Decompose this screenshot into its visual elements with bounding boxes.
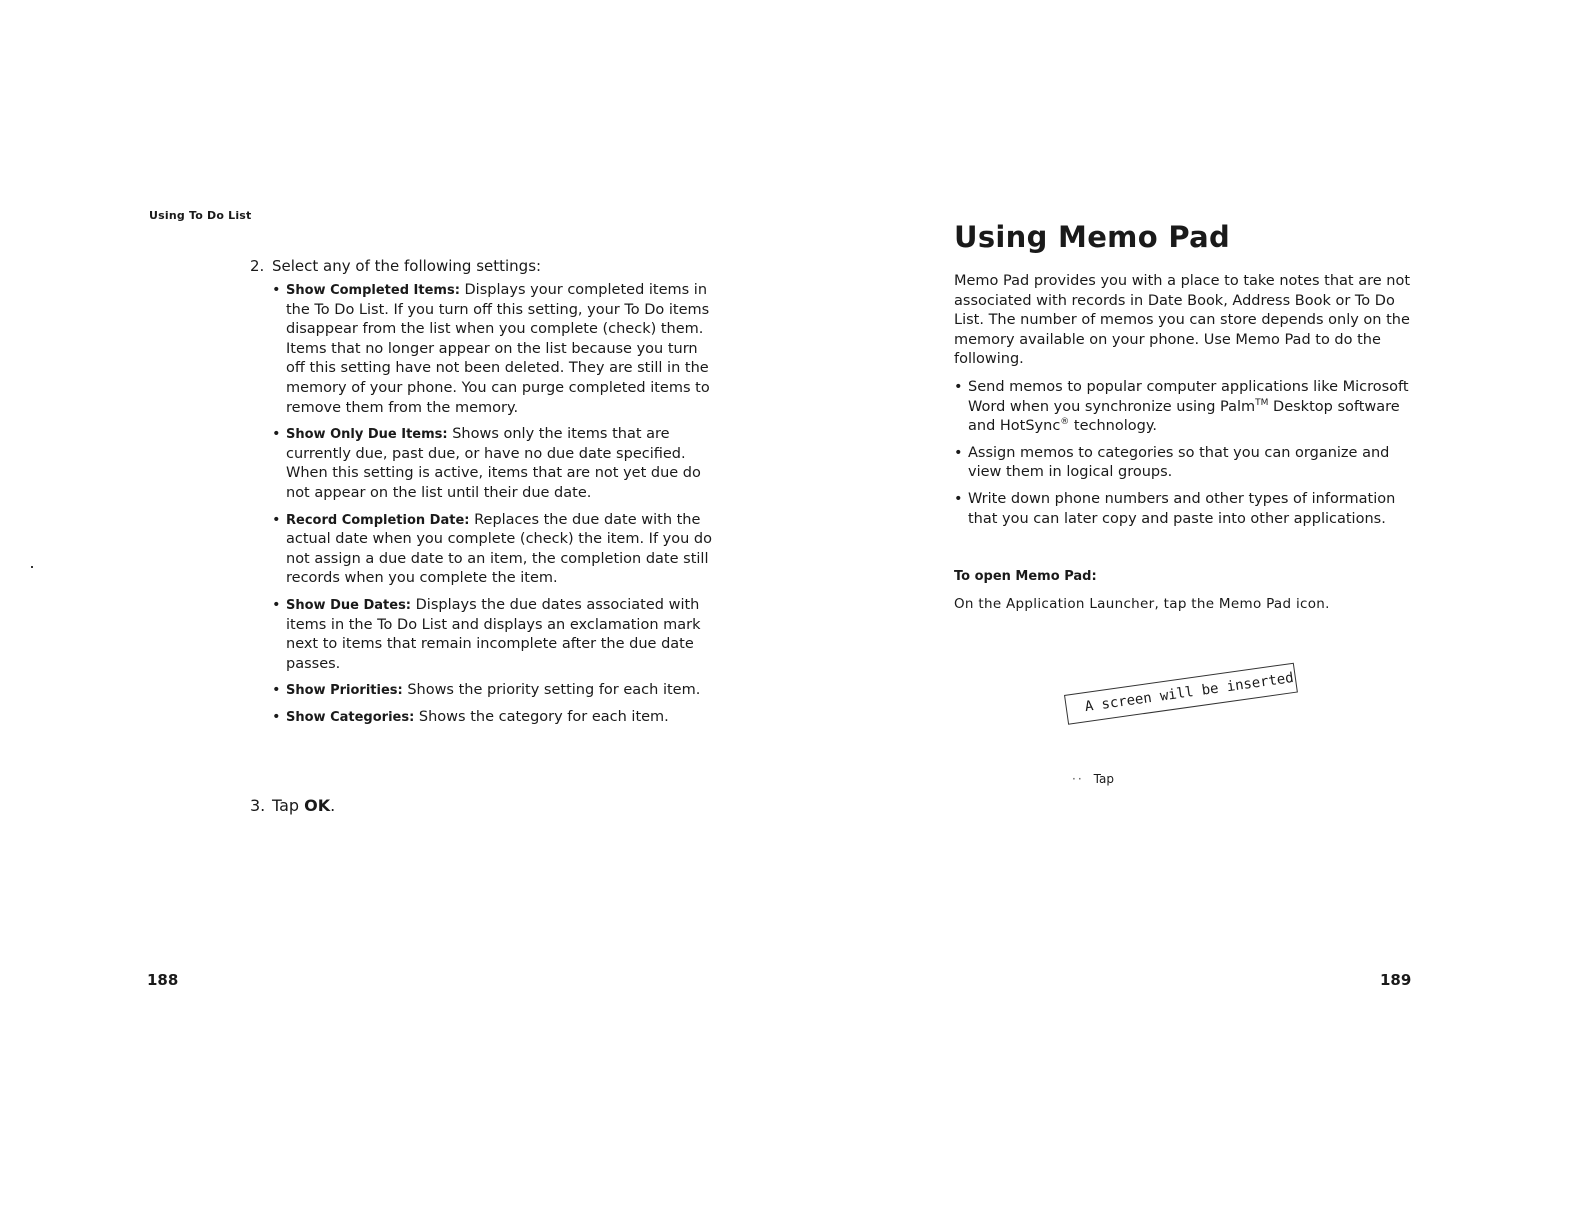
feature-text: Desktop software and HotSync	[968, 398, 1400, 435]
procedure-step: On the Application Launcher, tap the Memo Pad icon.	[954, 596, 1330, 612]
list-item	[954, 378, 1424, 437]
setting-term: Show Priorities:	[286, 683, 403, 699]
features-list	[954, 378, 1424, 536]
step-2	[250, 256, 541, 276]
step-number: 3.	[250, 796, 266, 815]
setting-description: Shows the priority setting for each item.	[407, 682, 701, 699]
bullet: •	[272, 282, 281, 298]
setting-term: Show Due Dates:	[286, 597, 412, 613]
bullet: •	[954, 490, 963, 507]
intro-paragraph: Memo Pad provides you with a place to take notes that are not associated with records in Date Book, Address Book or To Do List. The number of memos you can store depends only on the memory available on your phone. Use Memo Pad to do the following.	[954, 273, 1411, 368]
feature-text: Write down phone numbers and other types of information that you can later copy and paste into other applications.	[968, 490, 1396, 527]
ok-button-reference: OK	[304, 796, 331, 815]
step-text: Select any of the following settings:	[272, 257, 542, 275]
list-item	[272, 511, 712, 589]
setting-description: Replaces the due date with the actual date when you complete (check) the item. If you do not assign a due date to an item, the completion date still records when you complete the item.	[286, 511, 712, 587]
feature-text: Send memos to popular computer applications like Microsoft Word when you synchronize using Palm	[968, 379, 1409, 415]
running-head: Using To Do List	[149, 209, 252, 222]
list-item	[954, 444, 1424, 483]
feature-text: Assign memos to categories so that you can organize and view them in logical groups.	[968, 444, 1390, 481]
list-item	[272, 596, 712, 674]
list-item	[954, 490, 1424, 529]
page-number-right: 189	[1380, 971, 1412, 989]
list-item	[272, 708, 712, 728]
page-number-left: 188	[147, 971, 179, 989]
stray-mark	[31, 566, 33, 568]
setting-term: Record Completion Date:	[286, 512, 470, 528]
setting-description: Shows only the items that are currently due, past due, or have no due date specified. When this setting is active, items that are not yet due do not appear on the list until their due date.	[286, 426, 701, 501]
bullet: •	[272, 426, 281, 443]
setting-description: Displays the due dates associated with items in the To Do List and displays an exclamation mark next to items that remain incomplete after the due date passes.	[286, 596, 701, 672]
trademark-symbol: TM	[1255, 397, 1269, 408]
setting-description: Displays your completed items in the To Do List. If you turn off this setting, your To Do items disappear from the list when you complete (check) them. Items that no longer appear on the list because you turn off this setting have not been deleted. They are still in the memory of your phone. You can purge completed items to remove them from the memory.	[286, 282, 710, 416]
tap-callout	[1072, 772, 1114, 786]
bullet: •	[954, 444, 963, 461]
bullet: •	[954, 379, 963, 395]
callout-leader: ··	[1072, 772, 1084, 786]
setting-term: Show Completed Items:	[286, 283, 460, 298]
bullet: •	[272, 708, 281, 725]
screen-placeholder: A screen will be inserted	[1064, 663, 1298, 725]
setting-term: Show Only Due Items:	[286, 427, 448, 443]
callout-label: Tap	[1093, 772, 1114, 786]
bullet: •	[272, 596, 281, 613]
list-item	[272, 281, 712, 418]
list-item	[272, 681, 712, 701]
setting-description: Shows the category for each item.	[418, 708, 669, 725]
chapter-title: Using Memo Pad	[954, 220, 1231, 254]
step-3	[250, 796, 335, 816]
registered-symbol: ®	[1060, 417, 1070, 428]
step-prefix: Tap	[272, 796, 305, 815]
procedure-heading: To open Memo Pad:	[954, 569, 1097, 584]
bullet: •	[272, 682, 281, 699]
feature-text: technology.	[1069, 418, 1157, 435]
list-item	[272, 425, 712, 503]
step-suffix: .	[330, 796, 336, 815]
setting-term: Show Categories:	[286, 709, 415, 725]
step-number: 2.	[250, 257, 265, 275]
settings-list	[272, 281, 712, 734]
bullet: •	[272, 511, 281, 528]
